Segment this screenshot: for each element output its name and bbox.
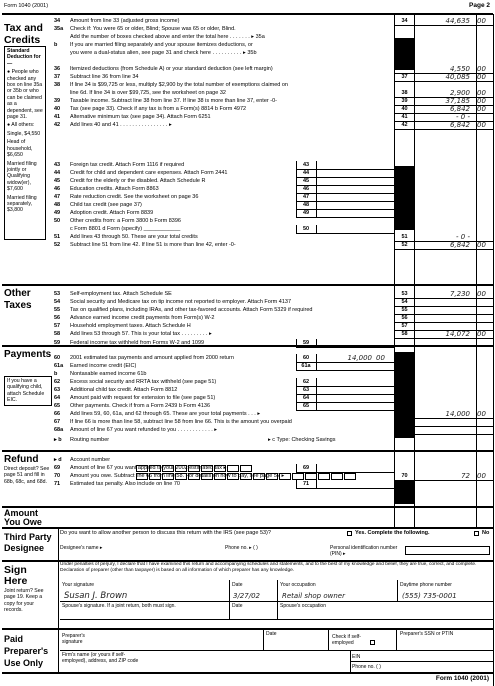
section-other-taxes: Other Taxes [4, 288, 32, 311]
line-box-label: 37 [401, 74, 408, 80]
standard-deduction-sidebar [4, 46, 46, 240]
line-text: Check if: You were 65 or older, Blind; Spouse was 65 or older, Blind. [70, 26, 236, 32]
line-amount[interactable]: 4,550 [449, 65, 470, 73]
line-amount[interactable]: - 0 - [456, 233, 470, 241]
self-employed-checkbox[interactable] [370, 640, 375, 645]
line-text: Credit for child and dependent care expenses. Attach Form 2441 [70, 170, 228, 176]
line-number: 48 [54, 202, 61, 208]
your-signature-value[interactable]: Susan J. Brown [64, 591, 128, 601]
line-cents[interactable]: 00 [477, 121, 486, 129]
line-cents[interactable]: 00 [477, 89, 486, 97]
direct-deposit-note: Direct deposit? See page 51 and fill in 68b, 68c, and 68d. [4, 466, 50, 485]
third-party-question: Do you want to allow another person to discuss this return with the IRS (see page 53)? [60, 530, 271, 536]
routing-digit-box[interactable] [227, 465, 239, 472]
account-digit-box[interactable] [227, 473, 239, 480]
line-cents[interactable]: 00 [477, 73, 486, 81]
routing-digit-box[interactable] [214, 465, 226, 472]
date-value[interactable]: 3/27/02 [233, 592, 260, 600]
line-text: Tax (see page 33). Check if any tax is from a Form(s) 8814 b Form 4972 [70, 106, 247, 112]
shaded-column-3 [394, 352, 414, 438]
inner-box-label: 49 [302, 210, 310, 216]
line-number: 64 [54, 395, 61, 401]
account-digit-box[interactable] [318, 473, 330, 480]
footer-form: Form 1040 (2001) [435, 675, 489, 682]
line-number: 52 [54, 242, 61, 248]
designee-name-label: Designee's name ▸ [60, 545, 103, 551]
line-box-label: 57 [401, 323, 408, 329]
line-amount[interactable]: 2,900 [449, 89, 470, 97]
inner-box-label: 69 [302, 465, 310, 471]
line-amount[interactable]: 72 [461, 472, 470, 480]
line-cents[interactable]: 00 [477, 17, 486, 25]
line-box-label: 70 [401, 473, 408, 479]
line-number: 54 [54, 299, 61, 305]
inner-box-label: 65 [302, 403, 310, 409]
line-text: If line 34 is $99,725 or less, multiply $2,900 by the total number of exemptions claimed on [70, 82, 288, 88]
line-cents[interactable]: 00 [477, 65, 486, 73]
line-cents[interactable]: 00 [477, 330, 486, 338]
line-number: 68a [54, 427, 64, 433]
line-text: Rate reduction credit. See the worksheet on page 36 [70, 194, 199, 200]
line-cents[interactable]: 00 [477, 97, 486, 105]
account-digit-box[interactable] [201, 473, 213, 480]
routing-digit-box[interactable] [240, 465, 252, 472]
line-number: 37 [54, 74, 61, 80]
occupation-label: Your occupation [280, 582, 316, 588]
std-deduction-item: ● People who checked any box on line 35a or 35b or who can be claimed as a dependent, see page 31. [7, 69, 43, 121]
line-text: Amount you owe. Subtract line 66 from line 58. For details on how to pay, see page 52 ▸ [70, 473, 285, 479]
third-party-yes-label: Yes. Complete the following. [355, 530, 430, 536]
line-text: Other credits from: a Form 3800 b Form 8396 [70, 218, 181, 224]
inner-box-label: 46 [302, 186, 310, 192]
line-text: Credit for the elderly or the disabled. Attach Schedule R [70, 178, 206, 184]
line-cents[interactable]: 00 [477, 105, 486, 113]
preparer-date-label: Date [266, 631, 277, 637]
shaded-column-2 [394, 166, 414, 230]
section-amount-owe: Amount You Owe [4, 508, 42, 527]
line-box-label: 58 [401, 331, 408, 337]
line-box-label: 38 [401, 90, 408, 96]
line-text: Add the number of boxes checked above and enter the total here . . . . . . . ▸ 35a [70, 34, 265, 40]
line-text: Amount of line 67 you want applied to your 2002 estimated tax ▸ [70, 465, 227, 471]
line-number: 40 [54, 106, 61, 112]
line-text: line 6d. If line 34 is over $99,725, see the worksheet on page 32 [70, 90, 226, 96]
line-number: 61a [54, 363, 64, 369]
line-number: 62 [54, 379, 61, 385]
std-deduction-item: Single, $4,550 [7, 130, 41, 137]
line-number: 51 [54, 234, 61, 240]
routing-digit-box[interactable] [201, 465, 213, 472]
line-amount[interactable]: 14,072 [445, 330, 470, 338]
line-box-label: 55 [401, 307, 408, 313]
self-employed-label: Check if self-employed [332, 634, 361, 646]
line-number: 70 [54, 473, 61, 479]
section-third-party: Third Party Designee [4, 532, 52, 553]
line-text: Other payments. Check if from a Form 2439 b Form 4136 [70, 403, 211, 409]
routing-digit-box[interactable] [149, 465, 161, 472]
line-text: Tax on qualified plans, including IRAs, and other tax-favored accounts. Attach Form 5329 if required [70, 307, 313, 313]
section-payments: Payments [4, 349, 52, 360]
line-text: Household employment taxes. Attach Schedule H [70, 323, 191, 329]
line-number: 43 [54, 162, 61, 168]
line-text: c Form 8801 d Form (specify) ____________ [70, 226, 181, 232]
inner-box-label: 59 [302, 340, 310, 346]
date-label: Date [232, 582, 243, 588]
designee-pin-input[interactable] [405, 546, 490, 555]
line-number: 60 [54, 355, 61, 361]
line-number: 53 [54, 291, 61, 297]
line-amount[interactable]: 44,635 [445, 17, 470, 25]
account-digit-box[interactable] [162, 473, 174, 480]
daytime-phone-label: Daytime phone number [400, 582, 452, 588]
account-digit-box[interactable] [188, 473, 200, 480]
line-text: Additional child tax credit. Attach Form 8812 [70, 387, 178, 393]
eic-note: If you have a qualifying child, attach Schedule EIC. [4, 376, 52, 406]
firm-name-label: Firm's name (or yours if self-employed), address, and ZIP code [62, 652, 139, 664]
section-refund: Refund [4, 454, 39, 465]
inner-box-label: 64 [302, 395, 310, 401]
line-text: Routing number [70, 437, 110, 443]
line-number: 69 [54, 465, 61, 471]
line-text: Taxable income. Subtract line 38 from line 37. If line 38 is more than line 37, enter -0- [70, 98, 277, 104]
line-box-label: 42 [401, 122, 408, 128]
third-party-no-checkbox[interactable] [474, 531, 479, 536]
line-text: If you are married filing separately and your spouse itemizes deductions, or [70, 42, 253, 48]
inner-box-label: 45 [302, 178, 310, 184]
spouse-date-label: Date [232, 603, 243, 609]
line-text: Social security and Medicare tax on tip income not reported to employer. Attach Form 4137 [70, 299, 292, 305]
line-text: Alternative minimum tax (see page 34). Attach Form 6251 [70, 114, 211, 120]
your-signature-label: Your signature [62, 582, 95, 588]
line-text: Add lines 53 through 57. This is your total tax . . . . . . . . . ▸ [70, 331, 212, 337]
line-text: Earned income credit (EIC) [70, 363, 137, 369]
third-party-no-label: No [482, 530, 490, 536]
line-text: you were a dual-status alien, see page 31 and check here . . . . . . . . . . ▸ 35b [70, 50, 257, 56]
routing-digit-box[interactable] [136, 465, 148, 472]
inner-box-label: 44 [302, 170, 310, 176]
account-digit-box[interactable] [279, 473, 291, 480]
line-box-label: 41 [401, 114, 408, 120]
std-deduction-item: Married filing separately, $3,800 [7, 194, 37, 214]
line-number: 41 [54, 114, 61, 120]
line-number: 63 [54, 387, 61, 393]
designee-pin-label: Personal identification number (PIN) ▸ [330, 545, 398, 557]
std-deduction-item: ● All others: [7, 122, 35, 129]
third-party-yes-checkbox[interactable] [347, 531, 352, 536]
account-digit-box[interactable] [214, 473, 226, 480]
preparer-phone-label: Phone no. ( ) [352, 664, 381, 670]
form-year-header: Form 1040 (2001) [4, 3, 49, 9]
inner-box-label: 61a [301, 363, 311, 369]
inner-box-label: 60 [302, 355, 310, 361]
line-number: 56 [54, 315, 61, 321]
line-number: 55 [54, 307, 61, 313]
line-amount[interactable]: 40,085 [445, 73, 470, 81]
line-number: 44 [54, 170, 61, 176]
line-amount[interactable]: 6,842 [449, 241, 470, 249]
line-box-label: 54 [401, 299, 408, 305]
account-digit-box[interactable] [331, 473, 343, 480]
line-number: 35a [54, 26, 64, 32]
line-number: 71 [54, 481, 61, 487]
line-text: Excess social security and RRTA tax withheld (see page 51) [70, 379, 217, 385]
account-digit-box[interactable] [240, 473, 252, 480]
line-number: 45 [54, 178, 61, 184]
inner-box-label: 48 [302, 202, 310, 208]
line-text: Add lines 40 and 41 . . . . . . . . . . . . . . . . ▸ [70, 122, 172, 128]
inner-box-label: 43 [302, 162, 310, 168]
line-text: Federal income tax withheld from Forms W-2 and 1099 [70, 340, 205, 346]
line-text: If line 66 is more than line 58, subtract line 58 from line 66. This is the amount you overpaid [70, 419, 292, 425]
line-box-label: 53 [401, 291, 408, 297]
account-digit-box[interactable] [253, 473, 265, 480]
routing-digit-box[interactable] [188, 465, 200, 472]
occupation-value[interactable]: Retail shop owner [282, 592, 345, 600]
inner-amount[interactable]: 14,000 [347, 354, 372, 362]
line-text: Add lines 59, 60, 61a, and 62 through 65. These are your total payments . . . ▸ [70, 411, 261, 417]
line-box-label: 39 [401, 98, 408, 104]
line-number: 34 [54, 18, 61, 24]
line-text: Estimated tax penalty. Also include on line 70 [70, 481, 180, 487]
std-deduction-item: Standard Deduction for— [7, 48, 41, 67]
account-digit-box[interactable] [344, 473, 356, 480]
line-number: 46 [54, 186, 61, 192]
line-text: Amount paid with request for extension to file (see page 51) [70, 395, 216, 401]
shaded-column-4 [394, 480, 414, 504]
line-number: 42 [54, 122, 61, 128]
preparer-ssn-label: Preparer's SSN or PTIN [400, 631, 454, 637]
line-text: Self-employment tax. Attach Schedule SE [70, 291, 172, 297]
line-number: 36 [54, 66, 61, 72]
inner-box-label: 63 [302, 387, 310, 393]
line-text: Subtract line 51 from line 42. If line 51 is more than line 42, enter -0- [70, 242, 236, 248]
line-cents[interactable]: 00 [477, 290, 486, 298]
line-number: 57 [54, 323, 61, 329]
line-number: 65 [54, 403, 61, 409]
std-deduction-item: Married filing jointly or Qualifying widow(er), $7,600 [7, 160, 37, 193]
std-deduction-item: Head of household, $6,650 [7, 139, 33, 159]
designee-phone-label: Phone no. ▸ ( ) [225, 545, 258, 551]
routing-digit-box[interactable] [162, 465, 174, 472]
section-sign-here: Sign Here [4, 564, 28, 587]
routing-digit-box[interactable] [175, 465, 187, 472]
line-number: 39 [54, 98, 61, 104]
account-digit-box[interactable] [305, 473, 317, 480]
inner-box-label: 62 [302, 379, 310, 385]
section-tax-credits: Tax and Credits [4, 22, 43, 46]
account-digit-box[interactable] [136, 473, 148, 480]
inner-cents[interactable]: 00 [376, 354, 385, 362]
line-amount[interactable]: - 0 - [456, 113, 470, 121]
account-digit-box[interactable] [292, 473, 304, 480]
shaded-column-1 [394, 38, 414, 70]
line-number: 67 [54, 419, 61, 425]
line-box-label: 52 [401, 242, 408, 248]
inner-box-label: 50 [302, 226, 310, 232]
preparer-signature-label: Preparer's signature [62, 633, 85, 645]
spouse-signature-label: Spouse's signature. If a joint return, both must sign. [62, 603, 176, 609]
line-amount[interactable]: 6,842 [449, 105, 470, 113]
line-text: Adoption credit. Attach Form 8839 [70, 210, 154, 216]
line-number: 38 [54, 82, 61, 88]
line-text: Nontaxable earned income 61b [70, 371, 147, 377]
section-paid-preparer: Paid Preparer's Use Only [4, 634, 49, 668]
line-text: 2001 estimated tax payments and amount applied from 2000 return [70, 355, 234, 361]
account-type: ▸ c Type: Checking Savings [268, 437, 336, 443]
daytime-phone-value[interactable]: (555) 735-0001 [402, 592, 457, 600]
line-amount[interactable]: 14,000 [445, 410, 470, 418]
line-text: Child tax credit (see page 37) [70, 202, 142, 208]
account-digit-box[interactable] [175, 473, 187, 480]
line-text: Itemized deductions (from Schedule A) or your standard deduction (see left margin) [70, 66, 273, 72]
account-digit-box[interactable] [266, 473, 278, 480]
line-number: b [54, 371, 58, 377]
line-text: Subtract line 36 from line 34 [70, 74, 139, 80]
line-text: Foreign tax credit. Attach Form 1116 if required [70, 162, 185, 168]
line-number: 66 [54, 411, 61, 417]
line-text: Add lines 43 through 50. These are your total credits [70, 234, 198, 240]
page-number: Page 2 [469, 2, 490, 9]
spouse-occupation-label: Spouse's occupation [280, 603, 326, 609]
line-box-label: 56 [401, 315, 408, 321]
line-cents[interactable]: 00 [477, 241, 486, 249]
line-text: Amount from line 33 (adjusted gross income) [70, 18, 180, 24]
line-cents[interactable]: 00 [477, 410, 486, 418]
inner-box-label: 71 [302, 481, 310, 487]
line-number: 47 [54, 194, 61, 200]
line-box-label: 34 [401, 18, 408, 24]
line-text: Education credits. Attach Form 8863 [70, 186, 159, 192]
line-box-label: 40 [401, 106, 408, 112]
line-amount[interactable]: 7,230 [449, 290, 470, 298]
line-number: 59 [54, 340, 61, 346]
account-digit-box[interactable] [149, 473, 161, 480]
perjury-statement: Under penalties of perjury, I declare that I have examined this return and accompanying schedules and statements, and to the best of my knowledge and belief, they are true, correct, and complete. Declaration of preparer (other than taxpayer) is based on all information of which preparer has any knowledge. [60, 562, 477, 573]
line-cents[interactable]: 00 [477, 472, 486, 480]
line-number: ▸ b [54, 437, 62, 443]
line-number: 58 [54, 331, 61, 337]
line-text: Account number [70, 457, 111, 463]
ein-label: EIN [352, 654, 361, 660]
line-text: Amount of line 67 you want refunded to you . . . . . . . . . . . . ▸ [70, 427, 218, 433]
line-amount[interactable]: 37,185 [445, 97, 470, 105]
line-number: 49 [54, 210, 61, 216]
inner-box-label: 47 [302, 194, 310, 200]
line-text: Advance earned income credit payments from Form(s) W-2 [70, 315, 215, 321]
joint-return-note: Joint return? See page 19. Keep a copy for your records. [4, 588, 44, 614]
line-number: ▸ d [54, 457, 62, 463]
line-number: 50 [54, 218, 61, 224]
line-box-label: 51 [401, 234, 408, 240]
line-number: b [54, 42, 58, 48]
line-amount[interactable]: 6,842 [449, 121, 470, 129]
